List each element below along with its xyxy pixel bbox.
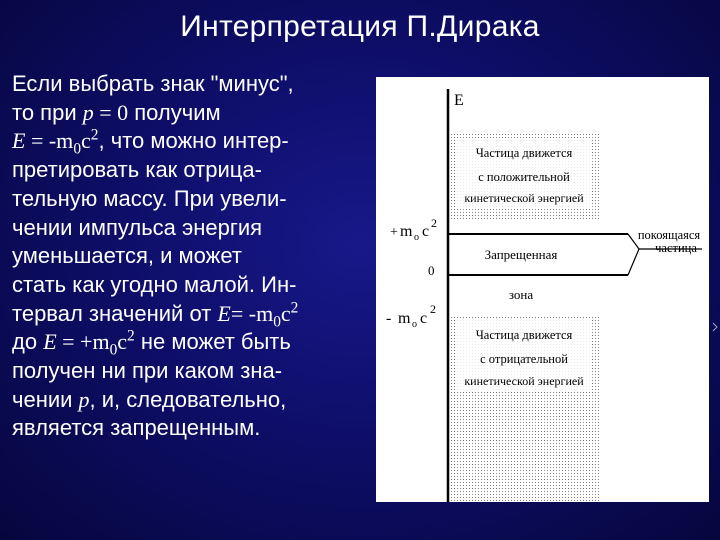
minus-sup: 2 (430, 302, 436, 316)
rest-pointer-lower (628, 249, 639, 275)
text-line-8: стать как угодно малой. Ин- (12, 271, 297, 297)
energy-diagram (376, 77, 709, 502)
slide-title: Интерпретация П.Дирака (180, 10, 540, 43)
small-arrow-icon (712, 322, 718, 332)
minus-m: m (398, 310, 411, 327)
text-line-6: чении импульса энергия (12, 214, 263, 240)
text-line-1: Если выбрать знак "минус", (12, 71, 294, 96)
upper-box-line-1: Частица движется (475, 146, 573, 160)
text-line-7: уменьшается, и может (12, 243, 242, 269)
rest-label-line-2: частица (655, 241, 697, 255)
body-text (12, 70, 387, 443)
text-line-5: тельную массу. При увели- (12, 185, 287, 211)
rest-label-line-1: покоящаяся (637, 228, 701, 242)
plus-mc2-label (390, 216, 437, 243)
minus-mc2-label (386, 302, 436, 330)
axis-label-e: E (454, 92, 464, 109)
minus-c: c (420, 310, 428, 327)
plus-m: m (400, 223, 413, 240)
lower-box-line-1: Частица движется (475, 328, 573, 342)
upper-box-line-3: кинетической энергией (464, 191, 584, 205)
text-line-13: является запрещенным. (12, 415, 261, 441)
minus-sub: o (412, 319, 417, 330)
text-line-10: до $E = +m_0c^2$ не может быть (12, 328, 291, 359)
text-line-9: тервал значений от $E= -m_0c^2$ (12, 299, 299, 331)
upper-box-line-2: с положительной (478, 170, 570, 184)
plus-sign: + (390, 225, 398, 240)
text-line-3: $E = -m_0c^2$, что можно интер- (12, 127, 289, 158)
plus-sup: 2 (431, 216, 437, 230)
plus-c: c (422, 223, 430, 240)
energy-diagram-svg (376, 77, 709, 502)
zone-label: зона (508, 287, 534, 302)
lower-box-line-2: с отрицательной (480, 352, 568, 366)
zero-label: 0 (428, 263, 435, 278)
text-line-4: претировать как отрица- (12, 157, 262, 183)
minus-sign: - (386, 310, 392, 327)
text-line-2: то при p = 0 получим (12, 99, 221, 125)
forbidden-label: Запрещенная (484, 247, 558, 262)
text-line-11: получен ни при каком зна- (12, 358, 283, 384)
text-line-12: чении p, и, следовательно, (12, 386, 287, 412)
lower-box-line-3: кинетической энергией (464, 374, 584, 388)
plus-sub: o (414, 232, 419, 243)
